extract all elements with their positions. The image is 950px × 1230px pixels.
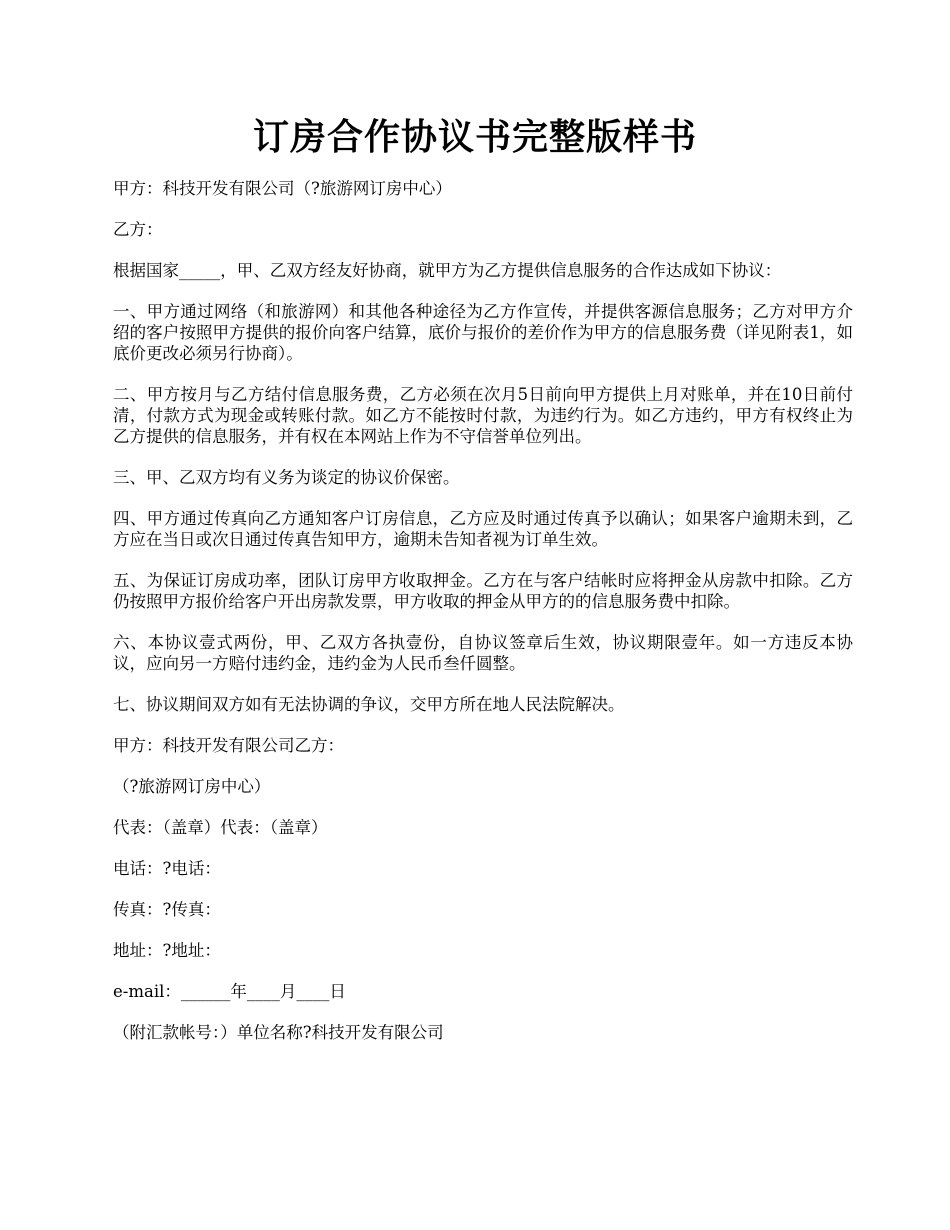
signature-email-date-line: e-mail：______年____月____日 (113, 982, 346, 1001)
document-title: 订房合作协议书完整版样书 (252, 116, 697, 158)
preamble-paragraph: 根据国家_____，甲、乙双方经友好协商，就甲方为乙方提供信息服务的合作达成如下协议： (113, 261, 782, 280)
document-body (113, 178, 853, 1063)
clause-6: 六、本协议壹式两份，甲、乙双方各执壹份，自协议签章后生效，协议期限壹年。如一方违反本协议，应向另一方赔付违约金，违约金为人民币叁仟圆整。 (113, 633, 853, 673)
clause-2: 二、甲方按月与乙方结付信息服务费，乙方必须在次月5日前向甲方提供上月对账单，并在10日前付清，付款方式为现金或转账付款。如乙方不能按时付款，为违约行为。如乙方违约，甲方有权终止为乙方提供的信息服务，并有权在本网站上作为不守信誉单位列出。 (113, 385, 853, 446)
clause-1: 一、甲方通过网络（和旅游网）和其他各种途径为乙方作宣传，并提供客源信息服务；乙方对甲方介绍的客户按照甲方提供的报价向客户结算，底价与报价的差价作为甲方的信息服务费（详见附表1，如底价更改必须另行协商）。 (113, 302, 853, 363)
signature-fax-line: 传真：?传真： (113, 900, 221, 919)
signature-representative-line: 代表：（盖章）代表：（盖章） (113, 818, 328, 837)
clause-4: 四、甲方通过传真向乙方通知客户订房信息，乙方应及时通过传真予以确认；如果客户逾期未到，乙方应在当日或次日通过传真告知甲方，逾期未告知者视为订单生效。 (113, 509, 853, 549)
party-a-line: 甲方：科技开发有限公司（?旅游网订房中心） (113, 179, 452, 198)
clause-3: 三、甲、乙双方均有义务为谈定的协议价保密。 (113, 468, 460, 487)
signature-phone-line: 电话：?电话： (113, 859, 221, 878)
signature-center-line: （?旅游网订房中心） (113, 777, 271, 796)
signature-parties-line: 甲方：科技开发有限公司乙方： (113, 736, 344, 755)
remittance-account-line: （附汇款帐号：）单位名称?科技开发有限公司 (113, 1023, 444, 1042)
signature-address-line: 地址：?地址： (113, 941, 221, 960)
clause-7: 七、协议期间双方如有无法协调的争议，交甲方所在地人民法院解决。 (113, 695, 625, 714)
party-b-line: 乙方： (113, 220, 163, 239)
clause-5: 五、为保证订房成功率，团队订房甲方收取押金。乙方在与客户结帐时应将押金从房款中扣除。乙方仍按照甲方报价给客户开出房款发票，甲方收取的押金从甲方的的信息服务费中扣除。 (113, 571, 853, 611)
